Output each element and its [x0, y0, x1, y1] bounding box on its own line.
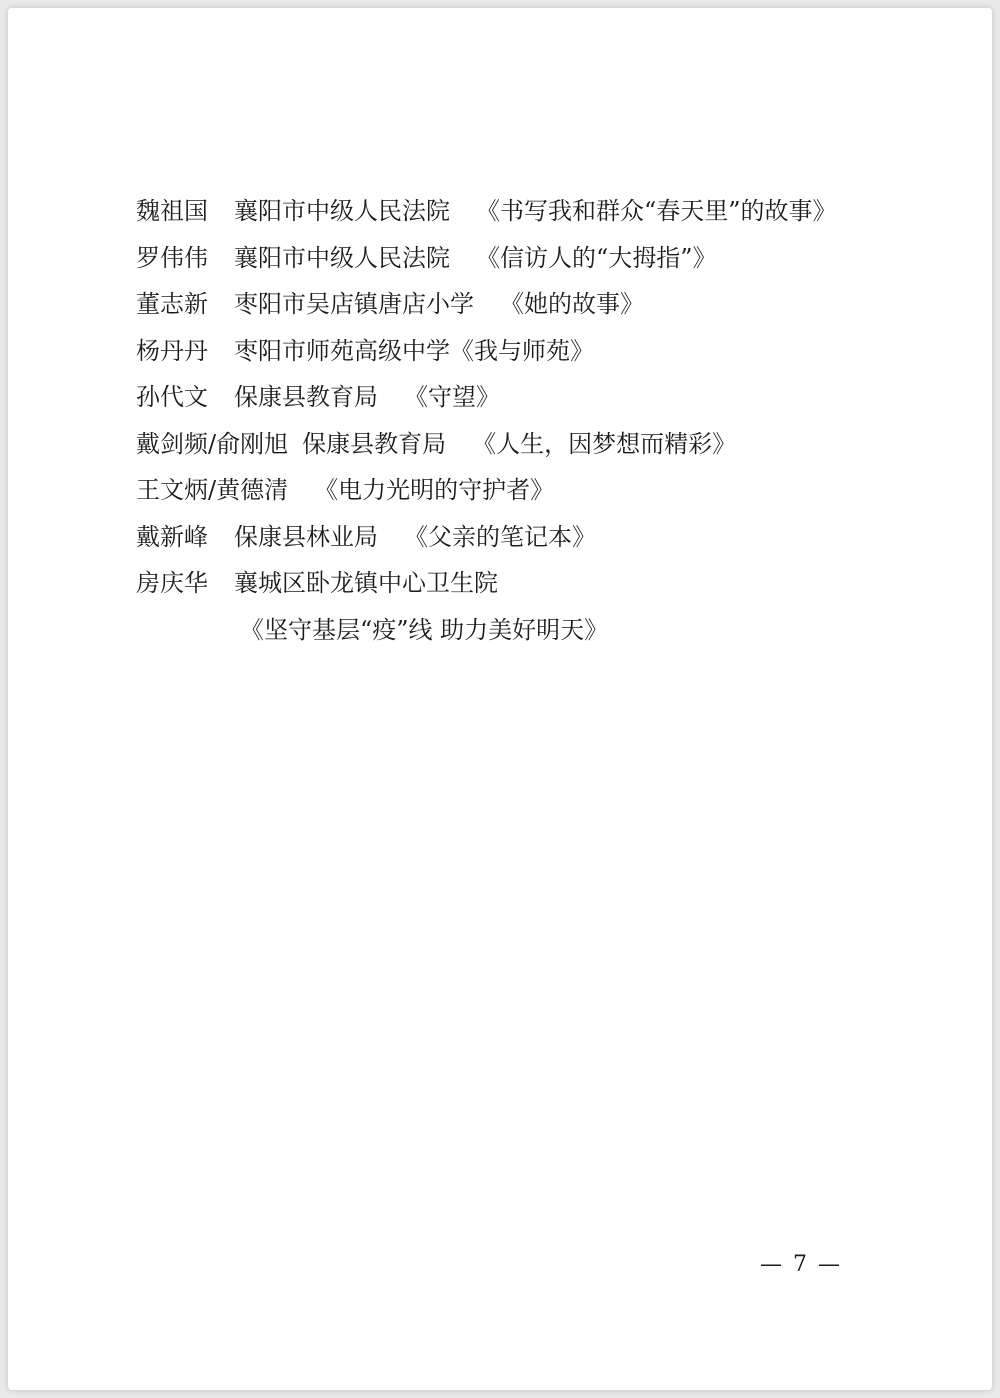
work-title: 《书写我和群众“春天里”的故事》 — [476, 197, 837, 225]
author-organization: 枣阳市师苑高级中学 — [234, 336, 450, 365]
list-item — [136, 188, 956, 235]
document-page — [8, 8, 992, 1390]
author-organization: 襄城区卧龙镇中心卫生院 — [234, 569, 498, 597]
list-item — [136, 281, 956, 328]
list-item — [136, 560, 956, 607]
author-organization: 保康县林业局 — [234, 522, 378, 551]
author-organization: 枣阳市吴店镇唐店小学 — [234, 290, 474, 318]
list-item-continuation — [136, 607, 956, 654]
work-title: 《坚守基层“疫”线 助力美好明天》 — [240, 615, 609, 644]
author-name: 王文炳/黄德清 — [136, 476, 289, 504]
award-list — [136, 188, 956, 653]
author-organization: 襄阳市中级人民法院 — [234, 243, 450, 272]
author-organization: 保康县教育局 — [234, 383, 378, 411]
work-title: 《她的故事》 — [500, 290, 644, 318]
author-name: 戴剑频/俞刚旭 — [136, 429, 289, 458]
author-name: 孙代文 — [136, 383, 208, 411]
author-name: 房庆华 — [136, 569, 208, 597]
list-item — [136, 235, 956, 282]
list-item — [136, 467, 956, 514]
list-item — [136, 514, 956, 561]
author-name: 戴新峰 — [136, 522, 208, 551]
author-name: 罗伟伟 — [136, 243, 208, 272]
list-item — [136, 374, 956, 421]
work-title: 《守望》 — [404, 383, 500, 411]
work-title: 《电力光明的守护者》 — [314, 476, 555, 504]
list-item — [136, 421, 956, 468]
work-title: 《信访人的“大拇指”》 — [476, 243, 717, 272]
page-number: — 7 — — [760, 1252, 842, 1277]
author-organization: 保康县教育局 — [302, 429, 447, 458]
work-title: 《父亲的笔记本》 — [404, 522, 596, 551]
work-title: 《我与师苑》 — [450, 336, 594, 365]
author-name: 杨丹丹 — [136, 336, 208, 365]
author-name: 魏祖国 — [136, 197, 208, 225]
author-organization: 襄阳市中级人民法院 — [234, 197, 450, 225]
author-name: 董志新 — [136, 290, 208, 318]
list-item — [136, 328, 956, 375]
work-title: 《人生，因梦想而精彩》 — [472, 429, 737, 458]
